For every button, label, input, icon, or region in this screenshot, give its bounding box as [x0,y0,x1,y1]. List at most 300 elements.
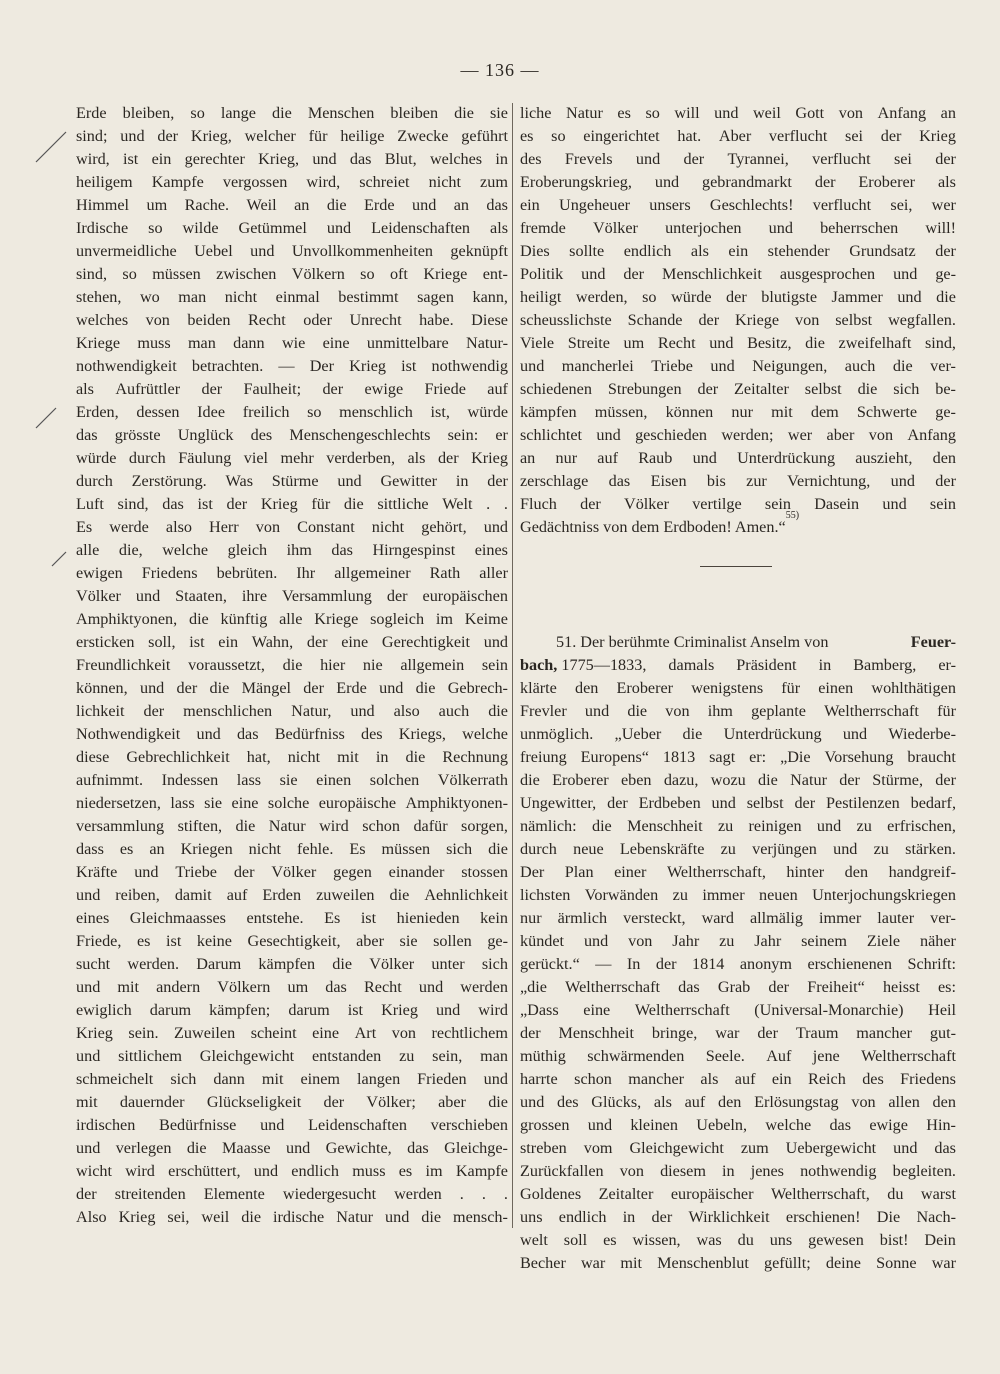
word: erschienenen [807,955,892,973]
text-line [76,401,508,424]
pencil-mark [52,552,66,566]
word: und [337,472,362,490]
word: einem [300,1070,341,1088]
word: ver- [930,357,956,375]
word: als [407,449,426,467]
word: und [285,1139,311,1157]
word: dazu, [663,771,699,789]
word: ist [189,633,205,651]
word: man [480,1047,508,1065]
text-line [520,378,956,401]
word: verflucht [812,196,872,214]
word: rechtlichem [431,1024,508,1042]
word: ge- [487,932,508,950]
word: des [557,1093,579,1111]
word: Ungeheuer [559,196,631,214]
word: Jammer [831,288,883,306]
word: die [326,196,347,214]
word: Gleichgewicht [199,1047,295,1065]
text-line [76,516,508,539]
word: unmittelbare [366,334,449,352]
word: schlichtet [520,426,583,444]
text-line [76,309,508,332]
text-line [76,562,508,585]
word: und [587,1116,613,1134]
text-line [520,263,956,286]
word: Krieg [118,1208,156,1226]
word: die [332,955,353,973]
word: er: [749,748,767,766]
word: ewiglich [76,1001,132,1019]
word: die [805,334,825,352]
word: aber [826,426,855,444]
word: immer [702,886,745,904]
word: wird [125,1162,155,1180]
word: „Ueber [614,725,662,743]
pencil-mark [36,132,66,162]
text-line [520,1114,956,1137]
author-name-part2: bach, [520,656,558,674]
word: handgreif- [888,863,956,881]
word: alle [76,541,100,559]
word: die [235,817,256,835]
word: um [146,196,168,214]
word: Unterdrückung [737,449,836,467]
word: Kriege [735,311,780,329]
word: und [654,173,680,191]
word: die [405,748,426,766]
word: Jahr [672,932,700,950]
word: schwärmenden [587,1047,685,1065]
word: müssen, [594,403,648,421]
word: Wiederbe- [888,725,956,743]
text-line [76,654,508,677]
word: den [844,863,869,881]
word: und [260,1116,285,1134]
word: Idee [197,403,226,421]
word: . [503,1185,508,1203]
word: Uebeln, [696,1116,748,1134]
word: würde [671,288,712,306]
word: werden [394,1185,442,1203]
right-column-part2 [520,677,956,1275]
word: sei [845,127,864,145]
word: Völkern [217,978,271,996]
word: aber [438,1093,466,1111]
word: liche [520,104,552,122]
word: Zuweilen [174,1024,236,1042]
word: einen [818,679,854,697]
text-line [520,792,956,815]
word: die [282,656,303,674]
word: Fluch [520,495,557,513]
word: nicht [428,173,461,191]
word: des [520,150,542,168]
word: Gott [795,104,825,122]
word: werden. [127,955,180,973]
word: der [487,472,508,490]
word: sie [279,771,298,789]
word: und [312,150,337,168]
word: um [623,334,645,352]
word: Friedens [141,564,198,582]
word: Mängel [241,679,292,697]
text-line [76,907,508,930]
word: entstanden [312,1047,382,1065]
word: Es [324,909,341,927]
word: Seele. [705,1047,745,1065]
word: ist [401,357,417,375]
word: näher [919,932,956,950]
word: sind, [117,495,149,513]
word: scheint [250,1024,297,1042]
word: Darum [196,955,242,973]
word: Wahn, [251,633,294,651]
word: beherrschen [820,219,899,237]
word: an [149,840,165,858]
word: sittlichem [118,1047,182,1065]
word: war [580,1254,606,1272]
word: der [839,771,860,789]
word: und [350,702,375,720]
word: Vorwänden [584,886,659,904]
word: muss [137,334,171,352]
word: zuweilen [316,886,375,904]
word: sei, [890,196,913,214]
word: geplante [751,702,806,720]
word: und [893,1139,918,1157]
word: im [425,1162,443,1180]
word: europäische [318,794,397,812]
word: Triebe [175,863,217,881]
word: zur [746,472,767,490]
word: werden; [721,426,774,444]
word: ihre [241,587,268,605]
word: kämpfen; [209,1001,271,1019]
section-gap [520,539,956,631]
word: darum [288,1001,330,1019]
word: Rath [429,564,461,582]
word: mancherlei [561,357,634,375]
word: gewesen [808,1231,864,1249]
word: der [306,633,328,651]
word: der [768,978,790,996]
word: Krieg [471,449,508,467]
word: gegen [333,863,372,881]
word: Zeitalter [598,1185,654,1203]
word: wiedergesucht [282,1185,377,1203]
word: mit [620,1254,642,1272]
word: Welt [442,495,473,513]
word: ewige [869,1116,908,1134]
word: ist [360,909,377,927]
word: von [851,1093,876,1111]
word: nur [520,909,542,927]
text-line [76,1022,508,1045]
word: verlegen [115,1139,172,1157]
word: und [581,265,606,283]
word: wo [139,288,160,306]
text-line [520,355,956,378]
text-line [520,217,956,240]
word: damit [174,886,212,904]
section-heading-prefix: 51. Der berühmte Criminalist Anselm von [556,633,829,651]
word: Faulheit; [243,380,302,398]
word: Kräfte [76,863,118,881]
author-name-part1: Feuer- [910,633,956,651]
word: und [76,1047,101,1065]
text-line [520,194,956,217]
word: nicht [287,748,321,766]
word: wird, [76,150,110,168]
word: würde [76,449,117,467]
word: sein. [128,1024,159,1042]
word: Leidenschaften [371,219,471,237]
word: der [323,1093,345,1111]
word: schmeichelt [76,1070,154,1088]
word: sein [481,656,508,674]
text-line [520,1022,956,1045]
word: und [76,886,101,904]
word: der [520,1024,541,1042]
word: — [595,955,612,973]
word: Bedürfnisse [159,1116,237,1134]
word: unterjochen [665,219,742,237]
text-line [76,171,508,194]
text-line [76,125,508,148]
word: sein: [447,426,479,444]
word: künftig [220,610,268,628]
word: und [882,495,907,513]
word: der [580,495,601,513]
word: dafür [413,817,448,835]
word: Freiheit“ [807,978,865,996]
word: harrte [520,1070,558,1088]
word: der [683,150,705,168]
word: Pestilenzen [826,794,900,812]
word: Europens“ [580,748,649,766]
word: ein [218,633,239,651]
text-line [520,424,956,447]
section-separator-rule [700,566,772,567]
word: und [483,633,508,651]
text-line [520,171,956,194]
word: blutigste [761,288,818,306]
word: Leidenschaften [308,1116,407,1134]
word: auch [844,357,876,375]
word: Nach- [916,1208,956,1226]
word: das [486,196,508,214]
footnote-marker: 55) [785,510,800,521]
word: Gleichgewicht [629,1139,724,1157]
word: der [757,1024,778,1042]
word: muss [352,1162,386,1180]
word: als [937,173,956,191]
word: dauernder [119,1093,185,1111]
word: die [343,495,364,513]
word: von [255,518,281,536]
word: auf [597,449,618,467]
word: Krieg [919,127,956,145]
text-line [520,677,956,700]
word: es [603,1231,617,1249]
word: stiften, [177,817,223,835]
text-line [76,999,508,1022]
word: und [842,725,868,743]
text-line [76,861,508,884]
text-line [76,1091,508,1114]
word: der [935,771,956,789]
word: Art [354,1024,377,1042]
word: endlich [291,1162,339,1180]
word: was [696,1231,722,1249]
word: und [483,1070,508,1088]
word: müthig [520,1047,566,1065]
word: langen [357,1070,401,1088]
word: einmal [275,288,320,306]
word: zu [672,886,688,904]
word: Aehnlichkeit [424,886,508,904]
word: Blut, [384,150,417,168]
word: wohlthätigen [871,679,956,697]
word: Unterdrückung [723,725,822,743]
word: der [157,127,179,145]
word: Schrift: [907,955,956,973]
word: der [935,150,956,168]
word: Recht [657,334,696,352]
word: verflucht [768,127,828,145]
word: begleiten. [892,1162,956,1180]
word: Menschen [307,104,375,122]
word: und [379,679,404,697]
word: geknüpft [450,242,508,260]
text-line [520,1252,956,1275]
word: Ihr [296,564,316,582]
word: ihm [286,541,312,559]
word: Kriegen [180,840,233,858]
word: für [311,495,331,513]
word: lichsten [520,886,571,904]
text-line [76,286,508,309]
word: es [119,840,134,858]
word: von [665,702,690,720]
word: zu [399,1047,415,1065]
text-line [520,102,956,125]
word: mancher [628,1070,685,1088]
word: grösste [114,426,161,444]
word: auch [438,702,470,720]
word: diese [76,748,110,766]
word: Völker [76,587,121,605]
word: zerschlage [520,472,589,490]
word: „die [520,978,547,996]
word: aber [356,932,384,950]
word: du [887,1185,904,1203]
word: die [936,288,956,306]
word: der [935,242,956,260]
word: Gerechtigkeit [381,633,471,651]
word: und [897,288,922,306]
word: Versammlung [281,587,372,605]
word: so [360,265,375,283]
word: Unglück [177,426,234,444]
text-line [76,1045,508,1068]
word: welche [462,725,508,743]
word: des [361,725,383,743]
word: zwischen [216,265,277,283]
text-line [520,510,956,539]
word: Schwerte [856,403,918,421]
word: und [418,978,444,996]
word: die [271,104,292,122]
word: einer [614,863,647,881]
word: Krieg, [190,127,232,145]
text-line [76,631,508,654]
text-line [520,838,956,861]
word: können [665,403,714,421]
word: keine [196,932,232,950]
word: klärte [520,679,557,697]
word: hat, [246,748,271,766]
word: so [642,288,657,306]
word: weil [752,104,781,122]
word: Grab [717,978,751,996]
word: In [626,955,641,973]
word: Sonne [876,1254,917,1272]
word: Rache. [184,196,230,214]
word: ein [520,196,540,214]
word: gebrandmarkt [702,173,792,191]
word: die [454,104,474,122]
word: Es [76,518,93,536]
word: erschüttert, [168,1162,241,1180]
word: Recht [247,311,286,329]
word: neuen [759,886,798,904]
word: Rechnung [442,748,508,766]
word: und [584,702,610,720]
text-line [520,631,956,654]
word: im [435,610,453,628]
word: bestimmt [338,288,399,306]
word: wird [478,1001,508,1019]
word: reinigen [748,817,802,835]
word: dann [213,1070,245,1088]
text-line [520,309,956,332]
word: einander [388,863,445,881]
word: der [655,955,677,973]
word: Geschlechts! [709,196,794,214]
word: habe. [419,311,454,329]
word: ist, [430,403,450,421]
word: Erdbeben [638,794,701,812]
word: bist! [879,1231,909,1249]
word: Ziele [866,932,901,950]
word: Zwecke [397,127,449,145]
word: mancher [856,1024,913,1042]
word: Vorsehung [824,748,894,766]
word: sein [764,495,791,513]
word: als [76,380,94,398]
word: seinem [801,932,847,950]
word: und [711,794,736,812]
word: er [495,426,508,444]
word: darum [149,1001,192,1019]
word: das [236,725,259,743]
word: Aber [718,127,752,145]
word: das [331,541,353,559]
word: lange [220,104,256,122]
word: wegfallen. [888,311,956,329]
